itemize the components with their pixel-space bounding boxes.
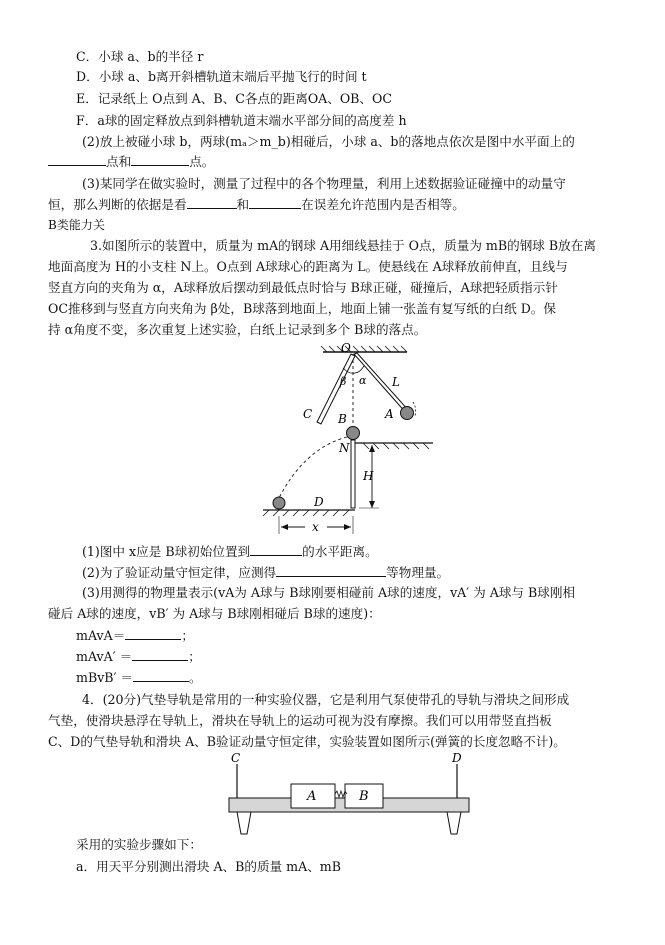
q3-text-a: 恒，那么判断的依据是看 [48,197,187,212]
label-c: C [303,407,313,421]
q3-line2 [0,196,665,214]
label-d: D [314,495,324,509]
option-f: F．a球的固定释放点到斜槽轨道末端水平部分间的高度差 h [76,113,407,128]
air-track-diagram [225,750,475,840]
q3-line1: (3)某同学在做实验时，测量了过程中的各个物理量，利用上述数据验证碰撞中的动量守 [82,176,566,191]
eq-2 [0,648,665,666]
eq-1-label: mAvA＝ [76,628,126,643]
q2-part2: 点。 [189,154,215,169]
answer-blank[interactable] [249,196,301,209]
p3-q1-text-b: 的水平距离。 [302,544,378,559]
eq-1 [0,627,665,645]
label-n: N [339,441,350,455]
label-h: H [363,469,374,483]
q3-text-b: 和 [236,197,250,212]
p3-q2-text-a: (2)为了验证动量守恒定律，应测得 [82,565,277,580]
answer-blank[interactable] [132,648,188,661]
q2-line1: (2)放上被碰小球 b，两球(mₐ＞m_b)相碰后，小球 a、b的落地点依次是图中水平面上的 [82,134,575,149]
p3-q2 [0,564,665,582]
p4-line1: 4．(20分)气垫导轨是常用的一种实验仪器，它是利用气泵使带孔的导轨与滑块之间形成 [82,692,570,707]
p3-q1 [0,543,665,561]
label-c2: C [231,751,241,765]
option-c: C．小球 a、b的半径 r [76,49,204,64]
label-b: B [338,412,347,426]
answer-blank[interactable] [125,627,181,640]
answer-blank[interactable] [131,153,189,166]
label-l: L [392,375,400,389]
answer-blank[interactable] [187,196,237,209]
slider-a-label: A [307,789,317,804]
step-a: a．用天平分别测出滑块 A、B的质量 mA、mB [76,859,342,874]
label-a: A [385,407,394,421]
pendulum-diagram [255,338,435,538]
label-beta: β [340,375,347,388]
eq-3 [0,669,665,687]
label-alpha: α [359,374,367,387]
p3-q1-text-a: (1)图中 x应是 B球初始位置到 [82,544,251,559]
q3-text-c: 在误差允许范围内是否相等。 [301,197,465,212]
p3-line3: 竖直方向的夹角为 α，A球释放后摆动到最低点时恰与 B球正碰，碰撞后，A球把轻质指示针 [48,280,558,295]
label-d2: D [452,751,462,765]
eq-2-label: mAvA′ ＝ [76,649,133,664]
steps-intro: 采用的实验步骤如下： [76,837,202,852]
answer-blank[interactable] [48,153,106,166]
p3-q3-line1: (3)用测得的物理量表示(vA为 A球与 B球刚要相碰前 A球的速度，vA′ 为 A球与 B球刚相 [82,585,576,600]
section-heading: B类能力关 [48,218,105,232]
answer-blank[interactable] [133,669,189,682]
option-d: D．小球 a、b离开斜槽轨道末端后平抛飞行的时间 t [76,69,367,84]
q2-part1: 点和 [106,154,132,169]
eq-1-end: ； [181,628,194,643]
q2-line2 [0,153,665,171]
answer-blank[interactable] [250,543,302,556]
eq-3-label: mBvB′ ＝ [76,670,134,685]
p4-line3: C、D的气垫导轨和滑块 A、B验证动量守恒定律，实验装置如图所示(弹簧的长度忽略不计)。 [48,734,566,749]
label-o: O [341,341,351,355]
p3-line2: 地面高度为 H的小支柱 N上。O点到 A球球心的距离为 L。使悬线在 A球释放前伸直，且线与 [48,259,568,274]
p4-line2: 气垫，使滑块悬浮在导轨上，滑块在导轨上的运动可视为没有摩擦。我们可以用带竖直挡板 [48,713,552,728]
p3-line5: 持 α角度不变，多次重复上述实验，白纸上记录到多个 B球的落点。 [48,322,427,337]
label-x: x [312,520,319,534]
p3-q2-text-b: 等物理量。 [386,565,450,580]
slider-b-label: B [359,789,369,804]
eq-3-end: 。 [189,670,202,685]
p3-q3-line2: 碰后 A球的速度，vB′ 为 A球与 B球刚相碰后 B球的速度)： [48,606,381,621]
option-e: E．记录纸上 O点到 A、B、C各点的距离OA、OB、OC [76,91,392,106]
answer-blank[interactable] [276,564,386,577]
eq-2-end: ； [188,649,201,664]
p3-line1: 3.如图所示的装置中，质量为 mA的钢球 A用细线悬挂于 O点，质量为 mB的钢球 B放在离 [90,238,596,253]
p3-line4: OC推移到与竖直方向夹角为 β处，B球落到地面上，地面上铺一张盖有复写纸的白纸 D。保 [48,301,556,316]
